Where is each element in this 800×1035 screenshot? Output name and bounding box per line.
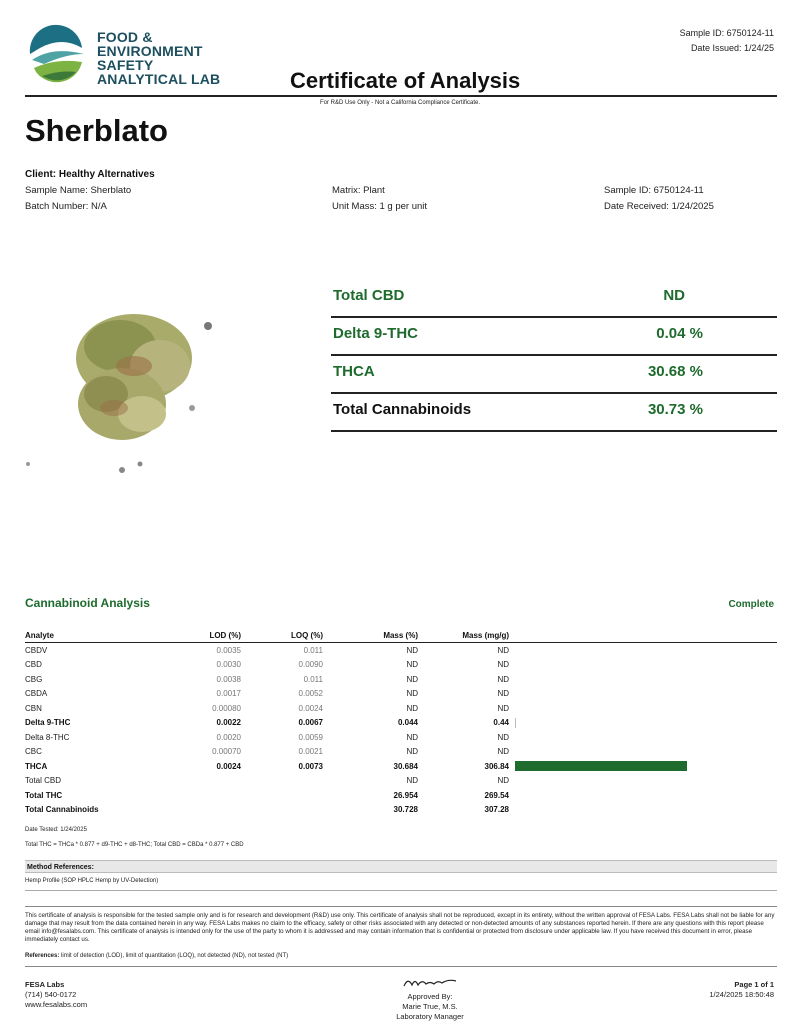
table-row: [25, 687, 777, 702]
column-header: LOD (%): [175, 628, 247, 643]
analyte-cell: Delta 9-THC: [25, 718, 71, 728]
mass-bar: [515, 718, 516, 728]
loq-cell: 0.011: [303, 674, 323, 684]
loq-cell: 0.0090: [298, 660, 323, 670]
loq-cell: 0.0021: [298, 747, 323, 757]
lab-name-line: ENVIRONMENT: [97, 43, 203, 59]
bar-cell: [515, 803, 777, 818]
approver-title: Laboratory Manager: [396, 1012, 464, 1021]
approved-by: Approved By:: [407, 992, 453, 1001]
mass-percent-cell: ND: [406, 703, 418, 713]
loq-cell: 0.0052: [298, 689, 323, 699]
analyte-cell: CBD: [25, 660, 42, 670]
signature-image: [400, 975, 460, 989]
header-divider: [25, 95, 777, 97]
column-header: Mass (mg/g): [424, 628, 515, 643]
lod-cell: [175, 788, 247, 803]
mass-percent-cell: ND: [406, 747, 418, 757]
summary-label: THCA: [333, 363, 375, 380]
lod-cell: 0.0020: [216, 732, 241, 742]
mass-mg-cell: ND: [497, 776, 509, 786]
loq-cell: 0.0073: [298, 761, 323, 771]
lod-cell: 0.00070: [212, 747, 241, 757]
method-references-text: Hemp Profile (SOP HPLC Hemp by UV-Detection): [25, 878, 159, 884]
mass-percent-cell: 30.728: [393, 805, 418, 815]
lod-cell: 0.0035: [216, 645, 241, 655]
date-tested: Date Tested: 1/24/2025: [25, 827, 87, 833]
lod-cell: 0.0017: [216, 689, 241, 699]
analyte-cell: CBC: [25, 747, 42, 757]
bar-cell: [515, 730, 777, 745]
mass-mg-cell: ND: [497, 732, 509, 742]
table-row: [25, 672, 777, 687]
mass-percent-cell: ND: [406, 660, 418, 670]
info-column-middle: [332, 183, 427, 215]
mass-mg-cell: 269.54: [484, 790, 509, 800]
table-row: [25, 745, 777, 760]
lab-logo-icon: [22, 18, 92, 88]
legal-divider: [25, 906, 777, 907]
matrix: Matrix: Plant: [332, 185, 385, 196]
bar-cell: [515, 658, 777, 673]
info-column-right: [604, 183, 714, 215]
summary-value: 30.68 %: [647, 363, 703, 380]
mass-mg-cell: 307.28: [484, 805, 509, 815]
analysis-title: Cannabinoid Analysis: [25, 596, 150, 610]
batch-number: Batch Number: N/A: [25, 201, 107, 212]
table-row: [25, 774, 777, 789]
summary-label: Delta 9-THC: [333, 325, 419, 342]
lab-name-line: FOOD &: [97, 29, 153, 45]
footer-page-info: [709, 980, 774, 1000]
analyte-cell: CBDA: [25, 689, 48, 699]
summary-row: [331, 280, 777, 318]
total-formula: Total THC = THCa * 0.877 + d9-THC + d8-THC; Total CBD = CBDa * 0.877 + CBD: [25, 842, 244, 848]
company-website: www.fesalabs.com: [25, 1000, 88, 1009]
table-header-row: [25, 628, 777, 643]
lab-logo: [22, 18, 222, 90]
loq-cell: [247, 803, 329, 818]
table-row: [25, 730, 777, 745]
column-header-bar: [515, 628, 777, 643]
bar-cell: [515, 745, 777, 760]
analyte-cell: Delta 8-THC: [25, 732, 70, 742]
mass-percent-cell: ND: [406, 732, 418, 742]
mass-percent-cell: ND: [406, 689, 418, 699]
summary-label: Total CBD: [333, 287, 405, 304]
cannabis-bud-image: [22, 296, 222, 481]
mass-mg-cell: ND: [497, 689, 509, 699]
summary-label: Total Cannabinoids: [333, 401, 472, 418]
mass-percent-cell: ND: [406, 645, 418, 655]
references-label: References:: [25, 953, 60, 959]
analyte-cell: CBG: [25, 674, 43, 684]
loq-cell: [247, 774, 329, 789]
bar-cell: [515, 788, 777, 803]
analyte-cell: Total THC: [25, 790, 63, 800]
mass-mg-cell: ND: [497, 674, 509, 684]
product-name: Sherblato: [25, 113, 168, 148]
analyte-cell: Total CBD: [25, 776, 62, 786]
unit-mass: Unit Mass: 1 g per unit: [332, 201, 428, 212]
summary-value: 30.73 %: [647, 401, 703, 418]
table-row: [25, 701, 777, 716]
table-row: [25, 716, 777, 731]
page-number: Page 1 of 1: [734, 980, 774, 989]
table-row: [25, 803, 777, 818]
header-date-issued: Date Issued: 1/24/25: [690, 43, 774, 53]
loq-cell: [247, 788, 329, 803]
disclaimer-top: For R&D Use Only - Not a California Compliance Certificate.: [319, 100, 481, 106]
mass-percent-cell: 26.954: [393, 790, 418, 800]
analyte-cell: CBN: [25, 703, 42, 713]
lod-cell: 0.0038: [216, 674, 241, 684]
lab-name-line: ANALYTICAL LAB: [97, 71, 221, 87]
bar-cell: [515, 701, 777, 716]
loq-cell: 0.0059: [298, 732, 323, 742]
company-phone: (714) 540-0172: [25, 990, 77, 999]
mass-percent-cell: 30.684: [393, 761, 418, 771]
client-name: Client: Healthy Alternatives: [25, 169, 155, 180]
analysis-status: Complete: [728, 599, 774, 610]
table-row: [25, 759, 777, 774]
cannabinoid-summary: [331, 280, 777, 432]
references-line: [25, 953, 288, 959]
header-sample-id: Sample ID: 6750124-11: [679, 28, 774, 38]
summary-row: [331, 356, 777, 394]
analyte-cell: Total Cannabinoids: [25, 805, 99, 815]
mass-mg-cell: 0.44: [493, 718, 509, 728]
footer-divider: [25, 966, 777, 967]
mass-percent-cell: ND: [406, 776, 418, 786]
bar-cell: [515, 774, 777, 789]
info-sample-id: Sample ID: 6750124-11: [604, 185, 704, 196]
analyte-cell: THCA: [25, 761, 48, 771]
date-received: Date Received: 1/24/2025: [604, 201, 714, 212]
table-row: [25, 658, 777, 673]
method-divider: [25, 890, 777, 891]
header-meta: [680, 26, 774, 56]
lod-cell: [175, 774, 247, 789]
references-text: limit of detection (LOD), limit of quantitation (LOQ), not detected (ND), not tested (NT): [61, 953, 289, 959]
column-header: Mass (%): [329, 628, 424, 643]
analyte-cell: CBDV: [25, 645, 48, 655]
mass-mg-cell: ND: [497, 703, 509, 713]
table-row: [25, 643, 777, 658]
summary-row: [331, 394, 777, 432]
lod-cell: [175, 803, 247, 818]
lab-name: [97, 30, 220, 86]
mass-mg-cell: 306.84: [484, 761, 509, 771]
summary-row: [331, 318, 777, 356]
loq-cell: 0.011: [303, 645, 323, 655]
summary-value: 0.04 %: [656, 325, 703, 342]
mass-mg-cell: ND: [497, 645, 509, 655]
bar-cell: [515, 687, 777, 702]
company-name: FESA Labs: [25, 980, 65, 989]
cannabinoid-table: [25, 628, 777, 817]
lod-cell: 0.0024: [216, 761, 241, 771]
report-timestamp: 1/24/2025 18:50:48: [709, 990, 774, 999]
footer-company: [25, 980, 87, 1010]
document-title: Certificate of Analysis: [290, 68, 521, 93]
lab-name-line: SAFETY: [97, 57, 154, 73]
table-body: [25, 643, 777, 818]
approver-name: Marie True, M.S.: [402, 1002, 458, 1011]
sample-name: Sample Name: Sherblato: [25, 185, 132, 196]
bar-cell: [515, 716, 777, 731]
legal-disclaimer: This certificate of analysis is responsible for the tested sample only and is for research and development (R&D) use only. This certificate of analysis shall not be reproduced, except in its entirety, without the written approval of FESA Labs. FESA Labs shall not be liable for any damage that may result from the data contained herein in any way. FESA Labs makes no claim to the efficacy, safety or other risks associated with any detected or non-detected amounts of any substances reported herein. If there are any questions with this report please email info@fesalabs.com. This certificate of analysis is intended only for the use of the party to whom it is addressed and may contain information that is confidential or protected from disclosure under applicable law. If you have received this document in error, please immediately contact us.: [25, 912, 775, 943]
lod-cell: 0.0030: [216, 660, 241, 670]
column-header: Analyte: [25, 628, 175, 643]
sample-photo: [22, 296, 222, 481]
mass-percent-cell: 0.044: [397, 718, 418, 728]
loq-cell: 0.0024: [298, 703, 323, 713]
approval-block: [385, 975, 475, 1022]
mass-mg-cell: ND: [497, 747, 509, 757]
mass-percent-cell: ND: [406, 674, 418, 684]
mass-bar: [515, 761, 687, 771]
method-references-header: Method References:: [25, 860, 777, 873]
summary-value: ND: [663, 287, 685, 304]
bar-cell: [515, 759, 777, 774]
table-row: [25, 788, 777, 803]
lod-cell: 0.00080: [212, 703, 241, 713]
lod-cell: 0.0022: [216, 718, 241, 728]
mass-mg-cell: ND: [497, 660, 509, 670]
info-column-left: [25, 183, 131, 215]
bar-cell: [515, 643, 777, 658]
column-header: LOQ (%): [247, 628, 329, 643]
bar-cell: [515, 672, 777, 687]
loq-cell: 0.0067: [298, 718, 323, 728]
